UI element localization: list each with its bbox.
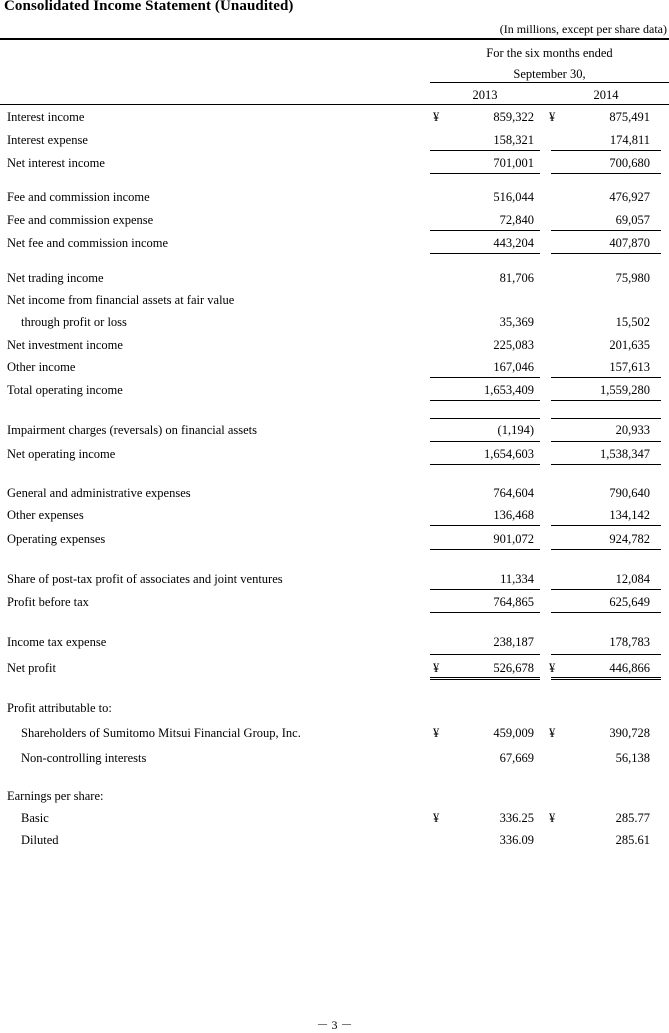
value-2014: 875,491: [609, 110, 650, 124]
row-label: Net investment income: [7, 338, 123, 352]
year-2014-header: 2014: [593, 88, 619, 102]
row-eps-diluted: [0, 833, 669, 851]
row-label: Operating expenses: [7, 532, 106, 546]
total-rule: [551, 612, 661, 613]
value-2013: 1,654,603: [484, 447, 534, 461]
subtotal-rule: [430, 418, 540, 419]
value-2014: 12,084: [615, 572, 650, 586]
row-other-expenses: [0, 508, 669, 526]
value-2014: 476,927: [609, 190, 650, 204]
row-label: Fee and commission expense: [7, 213, 154, 227]
row-total-operating-income: [0, 383, 669, 401]
value-2014: 285.61: [615, 833, 650, 847]
total-rule: [430, 253, 540, 254]
page-number: － 3 －: [316, 1018, 353, 1032]
value-2014: 178,783: [609, 635, 650, 649]
statement-title: Consolidated Income Statement (Unaudited): [4, 0, 294, 14]
value-2013: 443,204: [493, 236, 534, 250]
yen-sign: ¥: [549, 661, 556, 675]
row-fee-income: [0, 190, 669, 208]
row-eps-basic: [0, 811, 669, 829]
total-rule: [551, 400, 661, 401]
row-net-interest-income: [0, 156, 669, 174]
value-2014: 56,138: [615, 751, 650, 765]
row-label: Total operating income: [7, 383, 123, 397]
row-label: Net trading income: [7, 271, 104, 285]
value-2014: 134,142: [609, 508, 650, 522]
value-2014: 75,980: [615, 271, 650, 285]
value-2013: 238,187: [493, 635, 534, 649]
row-label: Impairment charges (reversals) on financial assets: [7, 423, 258, 437]
value-2013: 701,001: [493, 156, 534, 170]
value-2014: 201,635: [609, 338, 650, 352]
row-non-controlling: [0, 751, 669, 769]
row-label: Net fee and commission income: [7, 236, 169, 250]
value-2013: 901,072: [493, 532, 534, 546]
row-income-tax: [0, 635, 669, 653]
subtotal-rule: [430, 377, 540, 378]
value-2014: 1,538,347: [600, 447, 650, 461]
subtotal-rule: [551, 654, 661, 655]
yen-sign: ¥: [433, 661, 440, 675]
value-2013: 526,678: [493, 661, 534, 675]
row-label: Basic: [21, 811, 49, 825]
units-note: (In millions, except per share data): [499, 22, 667, 36]
value-2013: 225,083: [493, 338, 534, 352]
subtotal-rule: [551, 525, 661, 526]
subtotal-rule: [430, 525, 540, 526]
total-rule: [551, 253, 661, 254]
row-label: Net profit: [7, 661, 56, 675]
subtotal-rule: [430, 654, 540, 655]
yen-sign: ¥: [549, 110, 556, 124]
value-2014: 157,613: [609, 360, 650, 374]
value-2013: 67,669: [499, 751, 534, 765]
value-2013: (1,194): [497, 423, 534, 437]
row-label: Net operating income: [7, 447, 116, 461]
row-label: Non-controlling interests: [21, 751, 147, 765]
row-fee-expense: [0, 213, 669, 231]
value-2013: 72,840: [499, 213, 534, 227]
subtotal-rule: [551, 441, 661, 442]
subtotal-rule: [551, 377, 661, 378]
row-net-operating-income: [0, 447, 669, 465]
value-2014: 700,680: [609, 156, 650, 170]
value-2014: 625,649: [609, 595, 650, 609]
top-divider: [0, 38, 669, 40]
period-line-1: For the six months ended: [486, 46, 613, 60]
year-2013-header: 2013: [472, 88, 498, 102]
value-2013: 336.25: [499, 811, 534, 825]
value-2014: 15,502: [615, 315, 650, 329]
value-2014: 446,866: [609, 661, 650, 675]
row-label: Other income: [7, 360, 76, 374]
row-label: Profit before tax: [7, 595, 89, 609]
yen-sign: ¥: [549, 726, 556, 740]
value-2013: 764,604: [493, 486, 534, 500]
row-net-income-fv: [0, 315, 669, 333]
row-label: through profit or loss: [21, 315, 127, 329]
value-2013: 1,653,409: [484, 383, 534, 397]
value-2014: 407,870: [609, 236, 650, 250]
row-label: Shareholders of Sumitomo Mitsui Financial Group, Inc.: [21, 726, 301, 740]
value-2013: 859,322: [493, 110, 534, 124]
period-header: [430, 43, 669, 85]
value-2013: 35,369: [499, 315, 534, 329]
row-label: Diluted: [21, 833, 59, 847]
value-2014: 1,559,280: [600, 383, 650, 397]
row-label: Net income from financial assets at fair value: [7, 293, 235, 307]
total-rule: [430, 549, 540, 550]
total-rule: [430, 464, 540, 465]
row-shareholders: [0, 726, 669, 744]
value-2014: 285.77: [615, 811, 650, 825]
total-rule: [551, 549, 661, 550]
row-net-fee-income: [0, 236, 669, 254]
yen-sign: ¥: [433, 811, 440, 825]
value-2013: 136,468: [493, 508, 534, 522]
subtotal-rule: [430, 230, 540, 231]
row-profit-before-tax: [0, 595, 669, 613]
value-2013: 516,044: [493, 190, 534, 204]
subtotal-rule: [551, 589, 661, 590]
double-total-rule: [430, 677, 540, 680]
value-2014: 790,640: [609, 486, 650, 500]
total-rule: [551, 173, 661, 174]
subtotal-rule: [551, 150, 661, 151]
row-interest-expense: [0, 133, 669, 151]
row-profit-attributable-heading: [0, 701, 669, 719]
row-label: General and administrative expenses: [7, 486, 191, 500]
total-rule: [430, 400, 540, 401]
yen-sign: ¥: [549, 811, 556, 825]
row-label: Interest expense: [7, 133, 88, 147]
subtotal-rule: [551, 230, 661, 231]
row-label: Net interest income: [7, 156, 105, 170]
row-ga-expenses: [0, 486, 669, 504]
value-2014: 924,782: [609, 532, 650, 546]
total-rule: [430, 612, 540, 613]
value-2013: 167,046: [493, 360, 534, 374]
double-total-rule: [551, 677, 661, 680]
row-operating-expenses: [0, 532, 669, 550]
value-2014: 390,728: [609, 726, 650, 740]
row-label: Interest income: [7, 110, 85, 124]
row-share-of-profit: [0, 572, 669, 590]
period-line-2: September 30,: [513, 67, 586, 81]
value-2013: 158,321: [493, 133, 534, 147]
row-label: Share of post-tax profit of associates and joint ventures: [7, 572, 283, 586]
value-2014: 20,933: [615, 423, 650, 437]
subtotal-rule: [551, 418, 661, 419]
subtotal-rule: [430, 150, 540, 151]
row-eps-heading: [0, 789, 669, 807]
row-other-income: [0, 360, 669, 378]
yen-sign: ¥: [433, 726, 440, 740]
row-label: Earnings per share:: [7, 789, 104, 803]
row-interest-income: [0, 110, 669, 128]
subtotal-rule: [430, 589, 540, 590]
value-2013: 459,009: [493, 726, 534, 740]
value-2013: 336.09: [499, 833, 534, 847]
value-2014: 174,811: [609, 133, 650, 147]
row-label: Fee and commission income: [7, 190, 150, 204]
row-net-investment-income: [0, 338, 669, 356]
row-net-trading-income: [0, 271, 669, 289]
period-divider: [430, 82, 669, 83]
yen-sign: ¥: [433, 110, 440, 124]
header-divider: [0, 104, 669, 105]
row-label: Income tax expense: [7, 635, 107, 649]
subtotal-rule: [430, 441, 540, 442]
value-2013: 11,334: [500, 572, 534, 586]
value-2014: 69,057: [615, 213, 650, 227]
value-2013: 764,865: [493, 595, 534, 609]
row-label: Other expenses: [7, 508, 84, 522]
row-label: Profit attributable to:: [7, 701, 112, 715]
total-rule: [430, 173, 540, 174]
total-rule: [551, 464, 661, 465]
value-2013: 81,706: [499, 271, 534, 285]
row-impairment: [0, 423, 669, 441]
row-net-income-fv-heading: [0, 293, 669, 311]
